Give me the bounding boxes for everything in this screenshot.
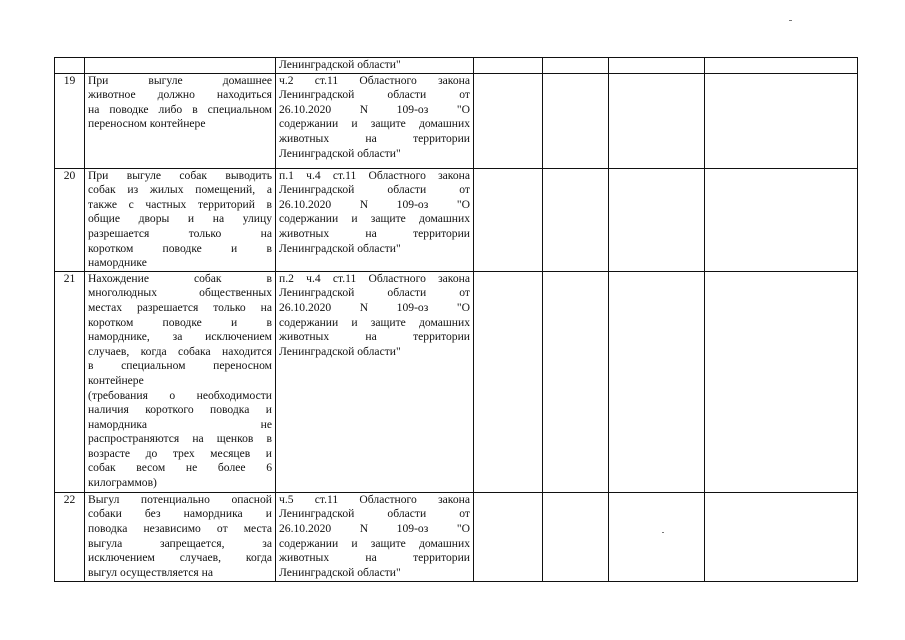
legal-reference-cell xyxy=(276,168,474,271)
cell-line: в специальном переносном xyxy=(88,359,272,373)
cell-line: Ленинградской области от xyxy=(279,507,470,521)
empty-cell xyxy=(474,58,543,74)
table-row xyxy=(55,58,858,74)
table-row xyxy=(55,492,858,581)
cell-line: Ленинградской области от xyxy=(279,88,470,102)
cell-line: животных на территории xyxy=(279,131,470,145)
cell-line: животных на территории xyxy=(279,551,470,565)
cell-line: 26.10.2020 N 109-оз "О xyxy=(279,197,470,211)
cell-line: Ленинградской области" xyxy=(279,146,401,160)
cell-line: содержании и защите домашних xyxy=(279,212,470,226)
cell-line: наличия короткого поводка и xyxy=(88,403,272,417)
cell-line: собаки без намордника и xyxy=(88,507,272,521)
row-number: 20 xyxy=(55,168,85,271)
cell-line: Ленинградской области от xyxy=(279,183,470,197)
cell-line: При выгуле домашнее xyxy=(88,73,272,87)
empty-cell xyxy=(609,492,705,581)
cell-line: животных на территории xyxy=(279,226,470,240)
legal-reference-cell xyxy=(276,73,474,168)
table-row xyxy=(55,168,858,271)
empty-cell xyxy=(474,73,543,168)
row-number: 19 xyxy=(55,73,85,168)
cell-line: наморднике xyxy=(88,256,147,270)
cell-line: содержании и защите домашних xyxy=(279,117,470,131)
cell-line: местах разрешается только на xyxy=(88,300,272,314)
empty-cell xyxy=(543,168,609,271)
cell-line: содержании и защите домашних xyxy=(279,315,470,329)
cell-line: п.1 ч.4 ст.11 Областного закона xyxy=(279,168,470,182)
empty-cell xyxy=(705,168,858,271)
cell-line: 26.10.2020 N 109-оз "О xyxy=(279,300,470,314)
cell-line: выгул осуществляется на xyxy=(88,565,213,579)
cell-line: собак из жилых помещений, а xyxy=(88,183,272,197)
table-body xyxy=(55,58,858,582)
cell-line: поводка независимо от места xyxy=(88,521,272,535)
cell-line: Ленинградской области" xyxy=(279,344,401,358)
empty-cell xyxy=(609,58,705,74)
scan-speck xyxy=(789,20,792,21)
empty-cell xyxy=(474,492,543,581)
cell-line: собак весом не более 6 xyxy=(88,461,272,475)
requirement-cell xyxy=(85,492,276,581)
cell-line: на поводке либо в специальном xyxy=(88,102,272,116)
requirement-cell xyxy=(85,168,276,271)
cell-line: исключением случаев, когда xyxy=(88,551,272,565)
row-number: 21 xyxy=(55,271,85,492)
cell-line: также с частных территорий в xyxy=(88,197,272,211)
empty-cell xyxy=(474,271,543,492)
table-row xyxy=(55,73,858,168)
empty-cell xyxy=(609,271,705,492)
cell-line: 26.10.2020 N 109-оз "О xyxy=(279,521,470,535)
empty-cell xyxy=(543,271,609,492)
cell-line: 26.10.2020 N 109-оз "О xyxy=(279,102,470,116)
cell-line: При выгуле собак выводить xyxy=(88,168,272,182)
cell-line: ч.2 ст.11 Областного закона xyxy=(279,73,470,87)
cell-line: переносном контейнере xyxy=(88,117,206,131)
row-number: 22 xyxy=(55,492,85,581)
cell-line: Выгул потенциально опасной xyxy=(88,492,272,506)
cell-line: общие дворы и на улицу xyxy=(88,212,272,226)
cell-line: Ленинградской области" xyxy=(279,58,401,71)
empty-cell xyxy=(705,73,858,168)
cell-line: животное должно находиться xyxy=(88,88,272,102)
legal-reference-cell xyxy=(276,58,474,74)
cell-line: животных на территории xyxy=(279,330,470,344)
cell-line: распространяются на щенков в xyxy=(88,432,272,446)
legal-reference-cell xyxy=(276,492,474,581)
empty-cell xyxy=(543,492,609,581)
cell-line: возрасте до трех месяцев и xyxy=(88,446,272,460)
empty-cell xyxy=(474,168,543,271)
cell-line: намордника не xyxy=(88,417,272,431)
cell-line: случаев, когда собака находится xyxy=(88,344,272,358)
cell-line: содержании и защите домашних xyxy=(279,536,470,550)
cell-line: выгула запрещается, за xyxy=(88,536,272,550)
cell-line: Ленинградской области от xyxy=(279,286,470,300)
empty-cell xyxy=(609,73,705,168)
empty-cell xyxy=(543,58,609,74)
table-row xyxy=(55,271,858,492)
cell-line: наморднике, за исключением xyxy=(88,330,272,344)
empty-cell xyxy=(609,168,705,271)
requirements-table xyxy=(54,57,858,582)
cell-line: разрешается только на xyxy=(88,226,272,240)
requirement-cell xyxy=(85,58,276,74)
empty-cell xyxy=(705,58,858,74)
cell-line: п.2 ч.4 ст.11 Областного закона xyxy=(279,271,470,285)
cell-line: килограммов) xyxy=(88,476,157,490)
cell-line: коротком поводке и в xyxy=(88,241,272,255)
empty-cell xyxy=(705,492,858,581)
empty-cell xyxy=(705,271,858,492)
cell-line: Нахождение собак в xyxy=(88,271,272,285)
cell-line: контейнере xyxy=(88,373,144,387)
empty-cell xyxy=(543,73,609,168)
cell-line: Ленинградской области" xyxy=(279,565,401,579)
requirement-cell xyxy=(85,271,276,492)
legal-reference-cell xyxy=(276,271,474,492)
cell-line: ч.5 ст.11 Областного закона xyxy=(279,492,470,506)
cell-line: коротком поводке и в xyxy=(88,315,272,329)
cell-line: многолюдных общественных xyxy=(88,286,272,300)
cell-line: Ленинградской области" xyxy=(279,241,401,255)
row-number xyxy=(55,58,85,74)
requirement-cell xyxy=(85,73,276,168)
cell-line: (требования о необходимости xyxy=(88,388,272,402)
